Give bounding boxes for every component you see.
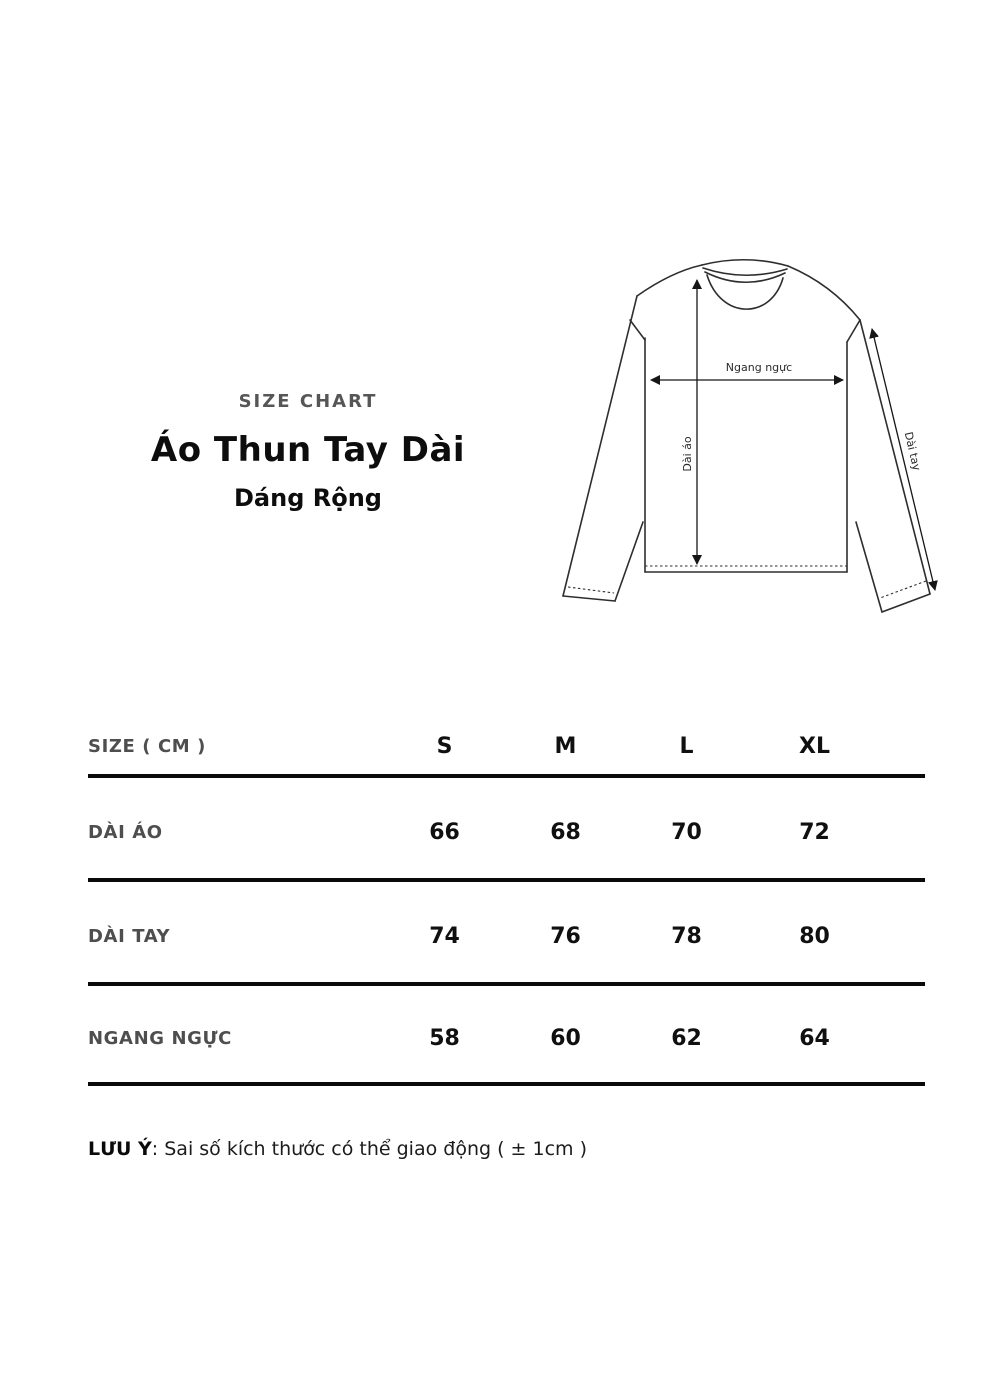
size-column-header-s: S	[436, 733, 453, 759]
size-value-cell: 76	[550, 923, 581, 949]
measure-arrows	[651, 280, 935, 590]
size-value-cell: 60	[550, 1025, 581, 1051]
row-label: DÀI ÁO	[88, 821, 163, 843]
title-block	[8, 391, 608, 512]
size-value-cell: 58	[429, 1025, 460, 1051]
tolerance-note	[88, 1138, 587, 1160]
shirt-outline	[563, 260, 930, 612]
size-value-cell: 64	[799, 1025, 830, 1051]
product-title: Áo Thun Tay Dài	[150, 430, 466, 470]
sleeve-length-measure-label: Dài tay	[901, 430, 924, 472]
row-label: NGANG NGỰC	[88, 1027, 232, 1049]
note-text: : Sai số kích thước có thể giao động ( ± 1cm )	[151, 1138, 587, 1160]
shirt-diagram	[545, 230, 965, 630]
size-table	[88, 718, 925, 1086]
size-column-header-l: L	[679, 733, 694, 759]
size-value-cell: 78	[671, 923, 702, 949]
chest-measure-label: Ngang ngực	[725, 361, 793, 374]
table-header-row	[88, 718, 925, 778]
size-value-cell: 72	[799, 819, 830, 845]
size-unit-label: SIZE ( CM )	[88, 735, 206, 757]
size-value-cell: 62	[671, 1025, 702, 1051]
size-value-cell: 74	[429, 923, 460, 949]
size-value-cell: 68	[550, 819, 581, 845]
note-label: LƯU Ý	[88, 1138, 152, 1160]
size-value-cell: 80	[799, 923, 830, 949]
size-column-header-m: M	[554, 733, 577, 759]
size-column-header-xl: XL	[799, 733, 830, 759]
table-row-sleeve-length	[88, 882, 925, 986]
size-value-cell: 70	[671, 819, 702, 845]
size-value-cell: 66	[429, 819, 460, 845]
row-label: DÀI TAY	[88, 925, 171, 947]
fit-subtitle: Dáng Rộng	[234, 483, 382, 512]
table-row-body-length	[88, 778, 925, 882]
section-label: SIZE CHART	[238, 391, 378, 412]
table-row-chest-width	[88, 986, 925, 1086]
body-length-measure-label: Dài áo	[681, 436, 694, 472]
